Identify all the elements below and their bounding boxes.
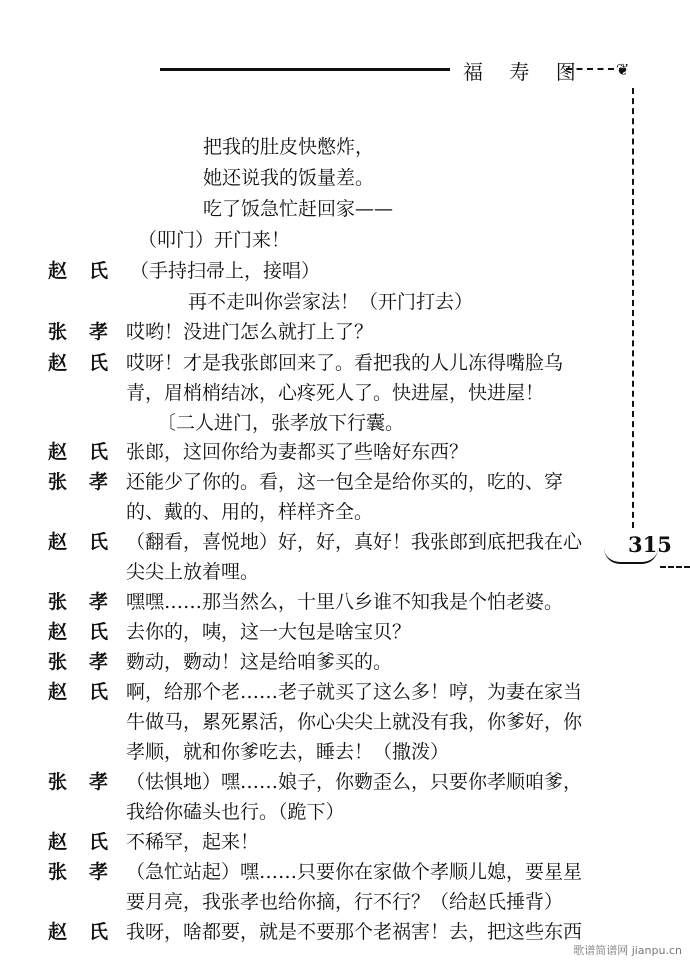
script-line: 尖尖上放着哩。 [126,561,260,583]
script-line: 的、戴的、用的，样样齐全。 [126,501,374,523]
script-line: 她还说我的饭量差。 [203,167,375,189]
speaker-name: 赵氏 [48,621,131,643]
speaker-name: 张孝 [48,591,131,613]
script-line: （手持扫帚上，接唱） [130,260,321,282]
script-line: （叩门）开门来！ [138,229,291,251]
script-line: 要月亮，我张孝也给你摘，行不行？（给赵氏捶背） [126,891,564,913]
script-line: 啊，给那个老……老子就买了这么多！哼，为妻在家当 [126,681,583,703]
script-line: 哎哟！没进门怎么就打上了？ [126,321,374,343]
script-line: 还能少了你的。看，这一包全是给你买的，吃的、穿 [126,471,564,493]
speaker-name: 张孝 [48,771,131,793]
ornament-icon: ❦ [616,60,630,79]
script-line: 青，眉梢梢结冰，心疼死人了。快进屋，快进屋！ [126,382,545,404]
script-line: 〔二人进门，张孝放下行囊。 [157,412,405,434]
side-dashed-line [632,88,634,528]
speaker-name: 张孝 [48,861,131,883]
page-number-ornament [604,548,658,564]
header-rule [160,68,450,71]
header-dash [566,68,614,70]
speaker-name: 赵氏 [48,831,131,853]
speaker-name: 赵氏 [48,441,131,463]
page-number: 315 [628,532,672,557]
script-line: 我呀，啥都要，就是不要那个老祸害！去，把这些东西 [126,921,583,943]
speaker-name: 张孝 [48,471,131,493]
script-line: 吃了饭急忙赶回家—— [203,198,394,220]
script-line: 牛做马，累死累活，你心尖尖上就没有我，你爹好，你 [126,711,583,733]
script-line: （急忙站起）嘿……只要你在家做个孝顺儿媳，要星星 [126,861,583,883]
script-line: 不稀罕，起来！ [126,831,260,853]
header-title: 福 寿 图 [463,60,586,84]
speaker-name: 赵氏 [48,260,131,282]
script-line: 把我的肚皮快憋炸， [203,136,375,158]
script-line: 嘿嘿……那当然么，十里八乡谁不知我是个怕老婆。 [126,591,564,613]
speaker-name: 张孝 [48,321,131,343]
speaker-name: 赵氏 [48,531,131,553]
script-line: 覅动，覅动！这是给咱爹买的。 [126,651,393,673]
page-number-dash [660,566,690,568]
script-line: 再不走叫你尝家法！（开门打去） [188,291,474,313]
script-line: 去你的，咦，这一大包是啥宝贝？ [126,621,412,643]
speaker-name: 张孝 [48,651,131,673]
script-line: （翻看，喜悦地）好，好，真好！我张郎到底把我在心 [126,531,583,553]
script-line: 我给你磕头也行。（跪下） [126,801,345,823]
speaker-name: 赵氏 [48,681,131,703]
script-line: 哎呀！才是我张郎回来了。看把我的人儿冻得嘴脸乌 [126,352,564,374]
watermark: 歌谱简谱网 jianpu.cn [573,944,682,957]
script-line: 孝顺，就和你爹吃去，睡去！（撒泼） [126,741,450,763]
script-line: 张郎，这回你给为妻都买了些啥好东西？ [126,441,469,463]
speaker-name: 赵氏 [48,921,131,943]
script-line: （怯惧地）嘿……娘子，你覅歪么，只要你孝顺咱爹， [126,771,583,793]
speaker-name: 赵氏 [48,352,131,374]
